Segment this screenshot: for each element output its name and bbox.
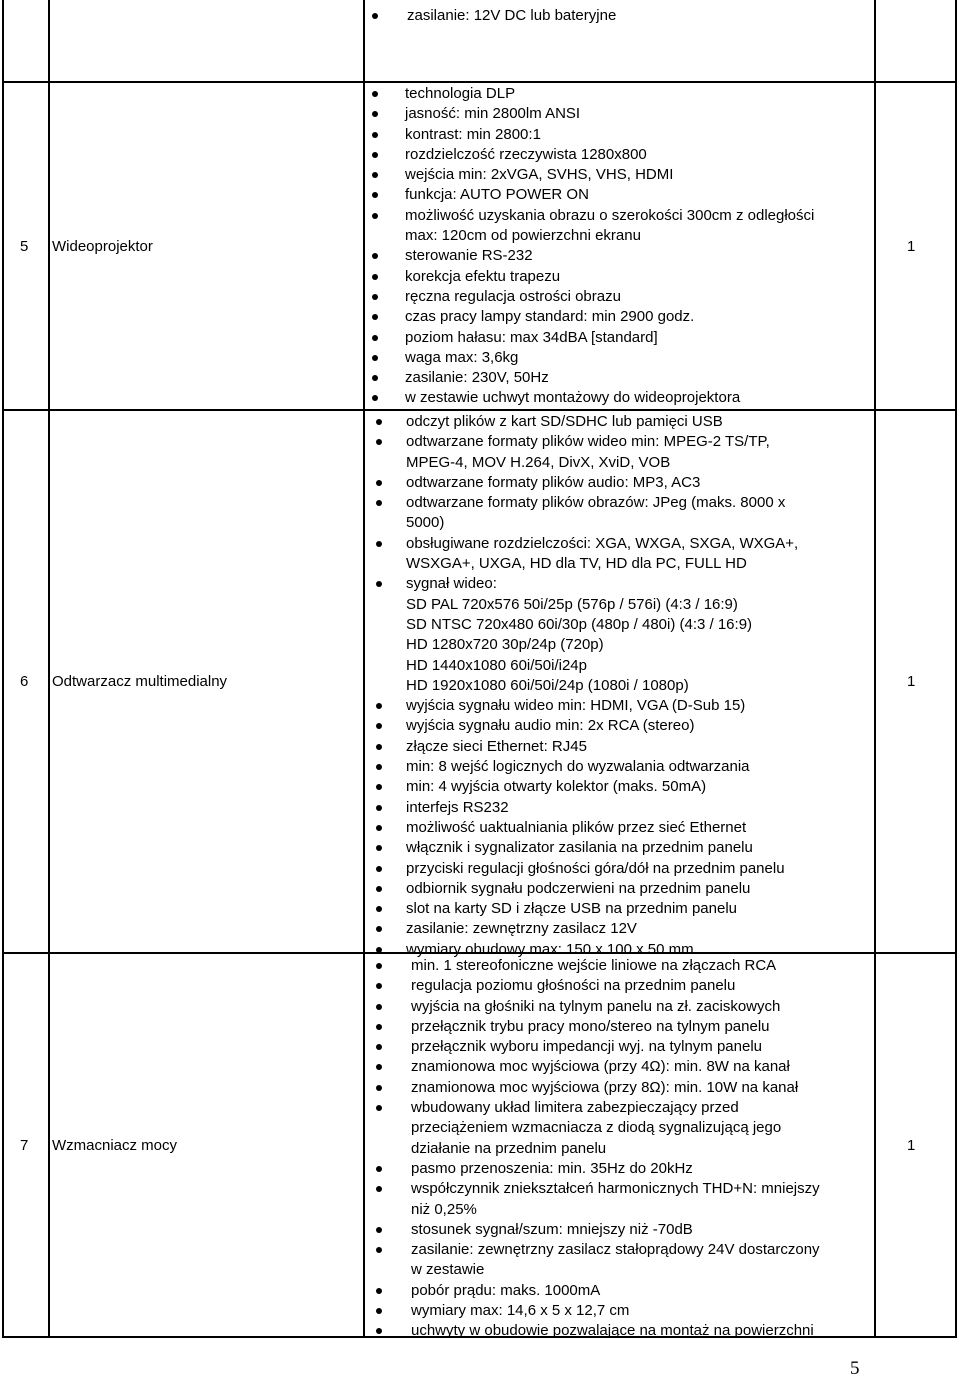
bullet-icon	[376, 1085, 382, 1091]
list-item-text: wyjścia sygnału audio min: 2x RCA (stereo)	[406, 717, 695, 735]
list-item	[376, 1078, 820, 1098]
bullet-icon	[376, 1247, 382, 1253]
list-item	[376, 838, 798, 858]
bullet-icon	[376, 439, 382, 445]
bullet-icon	[372, 314, 378, 320]
bullet-icon	[372, 13, 378, 19]
list-item-text: korekcja efektu trapezu	[405, 267, 561, 285]
bullet-icon	[372, 132, 378, 138]
list-item-text: sygnał wideo: SD PAL 720x576 50i/25p (576p / 576i) (4:3 / 16:9) SD NTSC 720x480 60i/30p (480p / 480i) (4:3 / 16:9) HD 1280x720 30p/24p (720p) HD 1440x1080 60i/50i/i24p HD 1920x1080 60i/50i/24p (1080i / 1080p)	[406, 575, 753, 694]
list-item-text: wyjścia na głośniki na tylnym panelu na zł. zaciskowych	[411, 997, 781, 1015]
list-item-text: uchwyty w obudowie pozwalające na montaż na powierzchni	[411, 1322, 814, 1340]
bullet-icon	[376, 744, 382, 750]
list-item	[372, 328, 814, 348]
bullet-icon	[376, 1308, 382, 1314]
list-item	[376, 757, 798, 777]
list-item	[376, 737, 798, 757]
list-item-text: czas pracy lampy standard: min 2900 godz.	[405, 308, 695, 326]
bullet-icon	[372, 152, 378, 158]
list-item-text: ręczna regulacja ostrości obrazu	[405, 287, 621, 305]
list-item-text: współczynnik zniekształceń harmonicznych THD+N: mniejszy niż 0,25%	[411, 1180, 820, 1218]
list-item-text: pasmo przenoszenia: min. 35Hz do 20kHz	[411, 1159, 693, 1177]
list-item-text: złącze sieci Ethernet: RJ45	[406, 737, 587, 755]
item-quantity: 1	[907, 673, 916, 690]
bullet-icon	[372, 192, 378, 198]
list-item-text: odczyt plików z kart SD/SDHC lub pamięci USB	[406, 413, 723, 430]
list-item-text: znamionowa moc wyjściowa (przy 8Ω): min. 10W na kanał	[411, 1078, 799, 1096]
list-item-text: regulacja poziomu głośności na przednim panelu	[411, 977, 736, 995]
list-item	[372, 125, 814, 145]
list-item-text: obsługiwane rozdzielczości: XGA, WXGA, SXGA, WXGA+, WSXGA+, UXGA, HD dla TV, HD dla PC, FULL HD	[406, 534, 799, 573]
list-item	[376, 1281, 820, 1301]
list-item	[376, 859, 798, 879]
list-item	[376, 919, 798, 939]
bullet-icon	[376, 805, 382, 811]
list-item	[376, 1240, 820, 1281]
list-item-text: wymiary obudowy max: 150 x 100 x 50 mm	[406, 940, 694, 958]
list-item-text: przełącznik wyboru impedancji wyj. na tylnym panelu	[411, 1038, 762, 1056]
bullet-icon	[376, 764, 382, 770]
row-divider-5-6	[2, 409, 957, 411]
bullet-icon	[372, 111, 378, 117]
row-number: 6	[20, 673, 29, 690]
bullet-icon	[376, 983, 382, 989]
bullet-icon	[376, 723, 382, 729]
list-item	[376, 432, 798, 473]
bullet-icon	[372, 213, 378, 219]
list-item-text: możliwość uzyskania obrazu o szerokości 300cm z odległości max: 120cm od powierzchni ekranu	[405, 206, 815, 245]
page-number: 5	[850, 1358, 860, 1379]
bullet-icon	[372, 355, 378, 361]
bullet-icon	[376, 1024, 382, 1030]
bullet-icon	[376, 500, 382, 506]
list-item	[376, 818, 798, 838]
list-item	[372, 348, 814, 368]
list-item	[376, 899, 798, 919]
bullet-icon	[376, 947, 382, 953]
list-item-text: waga max: 3,6kg	[405, 348, 519, 366]
bullet-icon	[372, 294, 378, 300]
bullet-icon	[376, 1105, 382, 1111]
list-item-text: możliwość uaktualniania plików przez sieć Ethernet	[406, 818, 747, 836]
bullet-icon	[376, 784, 382, 790]
bullet-icon	[376, 1288, 382, 1294]
list-item-text: odbiornik sygnału podczerwieni na przednim panelu	[406, 879, 751, 897]
list-item	[376, 1321, 820, 1341]
list-item-text: interfejs RS232	[406, 798, 509, 816]
list-item	[376, 412, 798, 432]
bullet-icon	[372, 91, 378, 97]
list-item	[376, 1179, 820, 1220]
bullet-icon	[372, 253, 378, 259]
row-number: 5	[20, 238, 29, 255]
bullet-icon	[372, 172, 378, 178]
list-item	[372, 368, 814, 388]
column-divider-name	[363, 0, 365, 1338]
item-name: Odtwarzacz multimedialny	[52, 673, 228, 690]
item-name: Wzmacniacz mocy	[52, 1137, 178, 1154]
list-item-text: min: 8 wejść logicznych do wyzwalania odtwarzania	[406, 758, 750, 776]
item-quantity: 1	[907, 238, 916, 255]
list-item	[376, 1017, 820, 1037]
list-item	[376, 1220, 820, 1240]
list-item	[376, 997, 820, 1017]
spec-list-top	[372, 6, 616, 26]
bullet-icon	[372, 274, 378, 280]
bullet-icon	[376, 1328, 382, 1334]
list-item	[376, 956, 820, 976]
list-item: zasilanie: 12V DC lub bateryjne	[372, 6, 616, 26]
list-item	[376, 976, 820, 996]
bullet-icon	[376, 1044, 382, 1050]
column-divider-number	[48, 0, 50, 1338]
list-item-text: przyciski regulacji głośności góra/dół na przednim panelu	[406, 859, 785, 877]
list-item-text: jasność: min 2800lm ANSI	[405, 105, 581, 123]
bullet-icon	[376, 963, 382, 969]
list-item	[372, 206, 814, 247]
list-item	[376, 574, 798, 696]
list-item-text: włącznik i sygnalizator zasilania na przednim panelu	[406, 839, 753, 857]
list-item-text: wbudowany układ limitera zabezpieczający przed przeciążeniem wzmacniacza z diodą sygnalizującą jego działanie na przednim panelu	[411, 1099, 782, 1157]
list-item-text: znamionowa moc wyjściowa (przy 4Ω): min. 8W na kanał	[411, 1058, 790, 1076]
list-item	[372, 307, 814, 327]
list-item	[376, 534, 798, 575]
list-item-text: min. 1 stereofoniczne wejście liniowe na złączach RCA	[411, 957, 777, 974]
list-item-text: technologia DLP	[405, 85, 516, 102]
list-item	[376, 798, 798, 818]
item-name: Wideoprojektor	[52, 238, 153, 255]
bullet-icon	[376, 541, 382, 547]
list-item	[372, 165, 814, 185]
list-item	[376, 1037, 820, 1057]
bullet-icon	[376, 1227, 382, 1233]
bullet-icon	[372, 375, 378, 381]
list-item-text: odtwarzane formaty plików obrazów: JPeg (maks. 8000 x 5000)	[406, 494, 786, 532]
list-item	[372, 287, 814, 307]
list-item-text: odtwarzane formaty plików wideo min: MPEG-2 TS/TP, MPEG-4, MOV H.264, DivX, XviD, VOB	[406, 433, 770, 471]
list-item	[372, 104, 814, 124]
list-item	[372, 84, 814, 104]
list-item-text: stosunek sygnał/szum: mniejszy niż -70dB	[411, 1220, 693, 1238]
spec-list-odtwarzacz	[376, 412, 798, 960]
bullet-icon	[376, 1004, 382, 1010]
list-item	[376, 879, 798, 899]
list-item-text: kontrast: min 2800:1	[405, 125, 541, 143]
list-item-text: w zestawie uchwyt montażowy do wideoprojektora	[405, 389, 741, 407]
bullet-icon	[376, 581, 382, 587]
list-item	[376, 1159, 820, 1179]
list-item-text: odtwarzane formaty plików audio: MP3, AC3	[406, 473, 701, 491]
bullet-icon	[376, 1186, 382, 1192]
spec-list-wzmacniacz	[376, 956, 820, 1342]
list-item-text: zasilanie: zewnętrzny zasilacz 12V	[406, 920, 637, 938]
list-item	[376, 777, 798, 797]
bullet-icon	[376, 1166, 382, 1172]
bullet-icon	[376, 886, 382, 892]
column-divider-specs	[874, 0, 876, 1338]
list-item	[376, 473, 798, 493]
row-divider-top	[2, 81, 957, 83]
bullet-icon	[372, 395, 378, 401]
bullet-icon	[376, 825, 382, 831]
row-number: 7	[20, 1137, 29, 1154]
list-item-text: wyjścia sygnału wideo min: HDMI, VGA (D-Sub 15)	[406, 697, 746, 715]
item-quantity: 1	[907, 1137, 916, 1154]
list-item-text: min: 4 wyjścia otwarty kolektor (maks. 50mA)	[406, 778, 707, 796]
list-item	[372, 246, 814, 266]
bullet-icon	[376, 866, 382, 872]
list-item-text: wejścia min: 2xVGA, SVHS, VHS, HDMI	[405, 166, 674, 184]
list-item	[376, 1098, 820, 1159]
list-item	[372, 185, 814, 205]
table-border-right	[955, 0, 957, 1338]
list-item-text: rozdzielczość rzeczywista 1280x800	[405, 145, 647, 163]
list-item	[376, 1057, 820, 1077]
list-item-text: przełącznik trybu pracy mono/stereo na tylnym panelu	[411, 1017, 770, 1035]
list-item	[372, 267, 814, 287]
list-item-text: slot na karty SD i złącze USB na przednim panelu	[406, 900, 737, 918]
list-item	[376, 696, 798, 716]
list-item-text: zasilanie: zewnętrzny zasilacz stałoprądowy 24V dostarczony w zestawie	[411, 1241, 820, 1279]
list-item	[372, 388, 814, 408]
bullet-icon	[376, 1064, 382, 1070]
list-item	[376, 1301, 820, 1321]
list-item-text: poziom hałasu: max 34dBA [standard]	[405, 328, 658, 346]
list-item-text: zasilanie: 230V, 50Hz	[405, 369, 549, 387]
table-border-left	[2, 0, 4, 1338]
bullet-icon	[376, 845, 382, 851]
list-item-text: pobór prądu: maks. 1000mA	[411, 1281, 601, 1299]
list-item-text: funkcja: AUTO POWER ON	[405, 186, 589, 204]
bullet-icon	[376, 419, 382, 425]
list-item	[376, 493, 798, 534]
spec-list-wideoprojektor	[372, 84, 814, 409]
list-item	[376, 716, 798, 736]
bullet-icon	[372, 335, 378, 341]
list-item	[372, 145, 814, 165]
list-item-text: sterowanie RS-232	[405, 247, 533, 265]
bullet-icon	[376, 926, 382, 932]
bullet-icon	[376, 480, 382, 486]
bullet-icon	[376, 906, 382, 912]
list-item-text: wymiary max: 14,6 x 5 x 12,7 cm	[411, 1302, 630, 1320]
bullet-icon	[376, 703, 382, 709]
